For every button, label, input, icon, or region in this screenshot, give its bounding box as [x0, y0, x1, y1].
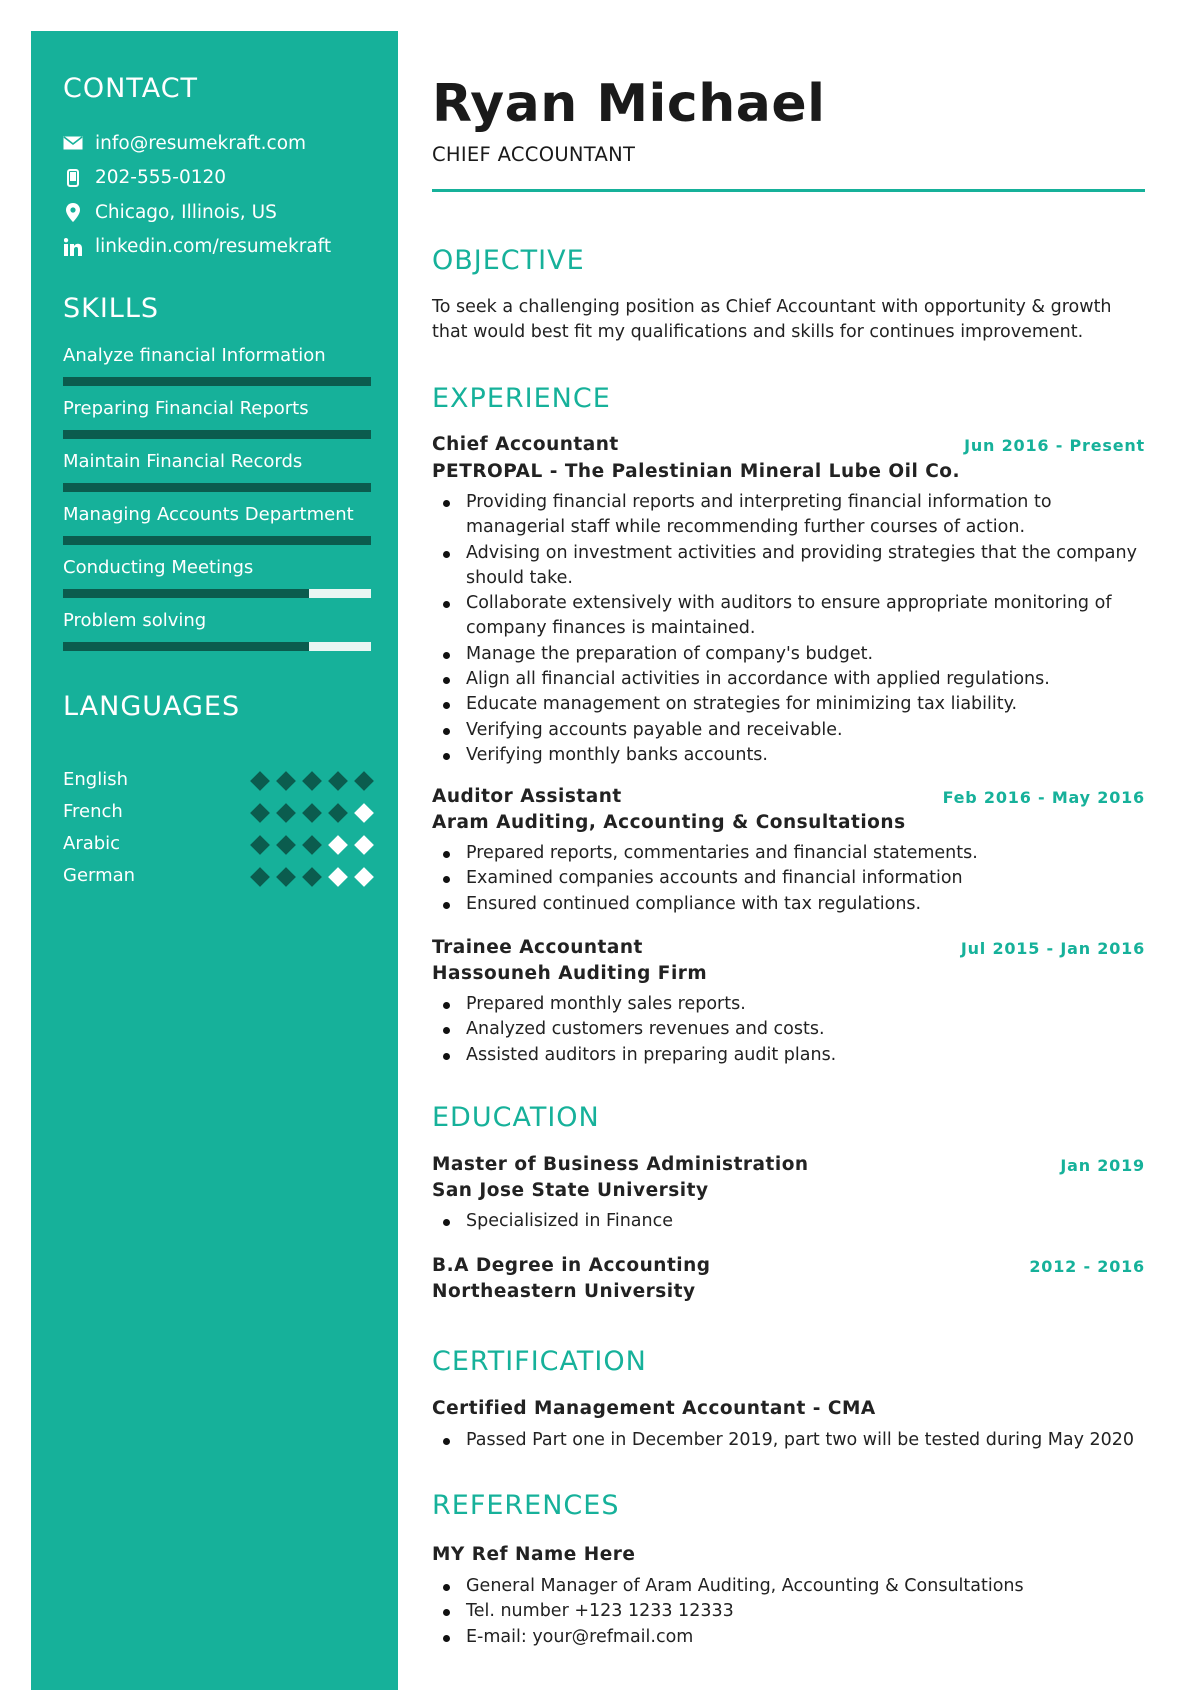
skill-bar	[63, 536, 371, 545]
contact-location	[63, 195, 331, 230]
phone-icon	[63, 168, 83, 188]
rating-diamond-filled	[276, 835, 296, 855]
job-title: Trainee Accountant	[432, 937, 643, 958]
email-icon	[63, 133, 83, 153]
school-name: San Jose State University	[432, 1180, 709, 1201]
rating-diamond-filled	[276, 803, 296, 823]
language-rating	[241, 867, 371, 884]
list-item: Align all financial activities in accordance with applied regulations.	[432, 667, 1145, 692]
skill-bar-fill	[63, 377, 371, 386]
skill-bar	[63, 430, 371, 439]
language-item	[63, 801, 371, 833]
language-item	[63, 833, 371, 865]
contact-list	[63, 126, 331, 264]
languages-heading: LANGUAGES	[63, 691, 241, 722]
job-org: PETROPAL - The Palestinian Mineral Lube Oil Co.	[432, 461, 961, 482]
skill-bar-fill	[63, 430, 371, 439]
list-item: Prepared reports, commentaries and financial statements.	[432, 841, 1145, 866]
degree-date: 2012 - 2016	[1029, 1257, 1145, 1276]
skill-label: Analyze financial Information	[63, 345, 326, 366]
list-item: Verifying accounts payable and receivable.	[432, 718, 1145, 743]
skill-item	[63, 610, 371, 663]
job-bullets	[432, 490, 1145, 768]
language-item	[63, 865, 371, 897]
skill-label: Preparing Financial Reports	[63, 398, 309, 419]
degree-bullets	[432, 1209, 1145, 1234]
candidate-name: Ryan Michael	[432, 74, 826, 134]
school-name: Northeastern University	[432, 1281, 696, 1302]
list-item: Verifying monthly banks accounts.	[432, 743, 1145, 768]
skill-label: Conducting Meetings	[63, 557, 254, 578]
skill-item	[63, 451, 371, 504]
list-item: Passed Part one in December 2019, part two will be tested during May 2020	[432, 1428, 1145, 1453]
list-item: Providing financial reports and interpreting financial information to managerial staff while recommending further courses of action.	[432, 490, 1145, 541]
job-bullets	[432, 841, 1145, 917]
header-divider	[432, 189, 1145, 192]
skill-bar-fill	[63, 642, 309, 651]
objective-text: To seek a challenging position as Chief Accountant with opportunity & growth that would best fit my qualifications and skills for continues improvement.	[432, 297, 1112, 342]
rating-diamond-filled	[302, 867, 322, 887]
list-item: Educate management on strategies for minimizing tax liability.	[432, 692, 1145, 717]
certification-title: Certified Management Accountant - CMA	[432, 1398, 876, 1419]
list-item: Tel. number +123 1233 12333	[432, 1599, 1145, 1624]
language-label: English	[63, 769, 128, 790]
skill-item	[63, 504, 371, 557]
list-item: Prepared monthly sales reports.	[432, 992, 1145, 1017]
reference-bullets	[432, 1574, 1145, 1650]
job-date: Jul 2015 - Jan 2016	[960, 939, 1145, 958]
rating-diamond-empty	[328, 867, 348, 887]
language-rating	[241, 835, 371, 852]
skill-label: Problem solving	[63, 610, 207, 631]
languages-list	[63, 769, 371, 897]
rating-diamond-filled	[250, 771, 270, 791]
rating-diamond-empty	[354, 835, 374, 855]
skill-item	[63, 557, 371, 610]
rating-diamond-empty	[354, 867, 374, 887]
list-item: Manage the preparation of company's budget.	[432, 642, 1145, 667]
rating-diamond-filled	[328, 771, 348, 791]
job-org: Aram Auditing, Accounting & Consultations	[432, 812, 906, 833]
rating-diamond-filled	[328, 803, 348, 823]
contact-phone[interactable]	[63, 161, 331, 196]
list-item: E-mail: your@refmail.com	[432, 1625, 1145, 1650]
list-item: Specialisized in Finance	[432, 1209, 1145, 1234]
job-org: Hassouneh Auditing Firm	[432, 963, 708, 984]
contact-linkedin-text: linkedin.com/resumekraft	[95, 236, 332, 258]
contact-email-text: info@resumekraft.com	[95, 132, 307, 154]
list-item: Examined companies accounts and financial information	[432, 866, 1145, 891]
language-rating	[241, 771, 371, 788]
sidebar	[31, 31, 398, 1690]
contact-location-text: Chicago, Illinois, US	[95, 201, 277, 223]
job-date: Jun 2016 - Present	[964, 436, 1145, 455]
contact-email[interactable]	[63, 126, 331, 161]
rating-diamond-filled	[276, 867, 296, 887]
contact-heading: CONTACT	[63, 73, 199, 104]
rating-diamond-empty	[328, 835, 348, 855]
list-item: Ensured continued compliance with tax regulations.	[432, 892, 1145, 917]
objective-heading: OBJECTIVE	[432, 245, 585, 276]
language-label: French	[63, 801, 123, 822]
skill-bar	[63, 483, 371, 492]
degree-title: Master of Business Administration	[432, 1154, 809, 1175]
job-bullets	[432, 992, 1145, 1068]
contact-linkedin[interactable]	[63, 230, 331, 265]
rating-diamond-filled	[250, 867, 270, 887]
skill-bar	[63, 377, 371, 386]
skill-label: Managing Accounts Department	[63, 504, 354, 525]
rating-diamond-filled	[354, 771, 374, 791]
skill-label: Maintain Financial Records	[63, 451, 303, 472]
language-label: German	[63, 865, 136, 886]
rating-diamond-filled	[302, 803, 322, 823]
degree-title: B.A Degree in Accounting	[432, 1255, 711, 1276]
candidate-role: CHIEF ACCOUNTANT	[432, 143, 636, 166]
experience-heading: EXPERIENCE	[432, 383, 611, 414]
certification-heading: CERTIFICATION	[432, 1346, 647, 1377]
linkedin-icon	[63, 237, 83, 257]
list-item: General Manager of Aram Auditing, Accounting & Consultations	[432, 1574, 1145, 1599]
skills-list	[63, 345, 371, 663]
list-item: Assisted auditors in preparing audit plans.	[432, 1043, 1145, 1068]
skills-heading: SKILLS	[63, 293, 160, 324]
location-pin-icon	[63, 202, 83, 222]
skill-bar	[63, 589, 371, 598]
skill-bar	[63, 642, 371, 651]
language-item	[63, 769, 371, 801]
skill-bar-fill	[63, 589, 309, 598]
skill-bar-fill	[63, 483, 371, 492]
education-heading: EDUCATION	[432, 1102, 600, 1133]
job-title: Auditor Assistant	[432, 786, 622, 807]
job-title: Chief Accountant	[432, 434, 619, 455]
contact-phone-text: 202-555-0120	[95, 167, 227, 189]
skill-item	[63, 345, 371, 398]
certification-bullets	[432, 1428, 1145, 1453]
list-item: Analyzed customers revenues and costs.	[432, 1017, 1145, 1042]
list-item: Collaborate extensively with auditors to ensure appropriate monitoring of company finances is maintained.	[432, 591, 1145, 642]
language-rating	[241, 803, 371, 820]
rating-diamond-filled	[250, 835, 270, 855]
language-label: Arabic	[63, 833, 121, 854]
references-heading: REFERENCES	[432, 1490, 620, 1521]
rating-diamond-filled	[276, 771, 296, 791]
list-item: Advising on investment activities and providing strategies that the company should take.	[432, 541, 1145, 592]
job-date: Feb 2016 - May 2016	[942, 788, 1145, 807]
skill-item	[63, 398, 371, 451]
rating-diamond-filled	[302, 835, 322, 855]
rating-diamond-filled	[302, 771, 322, 791]
degree-date: Jan 2019	[1060, 1156, 1145, 1175]
rating-diamond-empty	[354, 803, 374, 823]
rating-diamond-filled	[250, 803, 270, 823]
reference-name: MY Ref Name Here	[432, 1544, 636, 1565]
skill-bar-fill	[63, 536, 371, 545]
